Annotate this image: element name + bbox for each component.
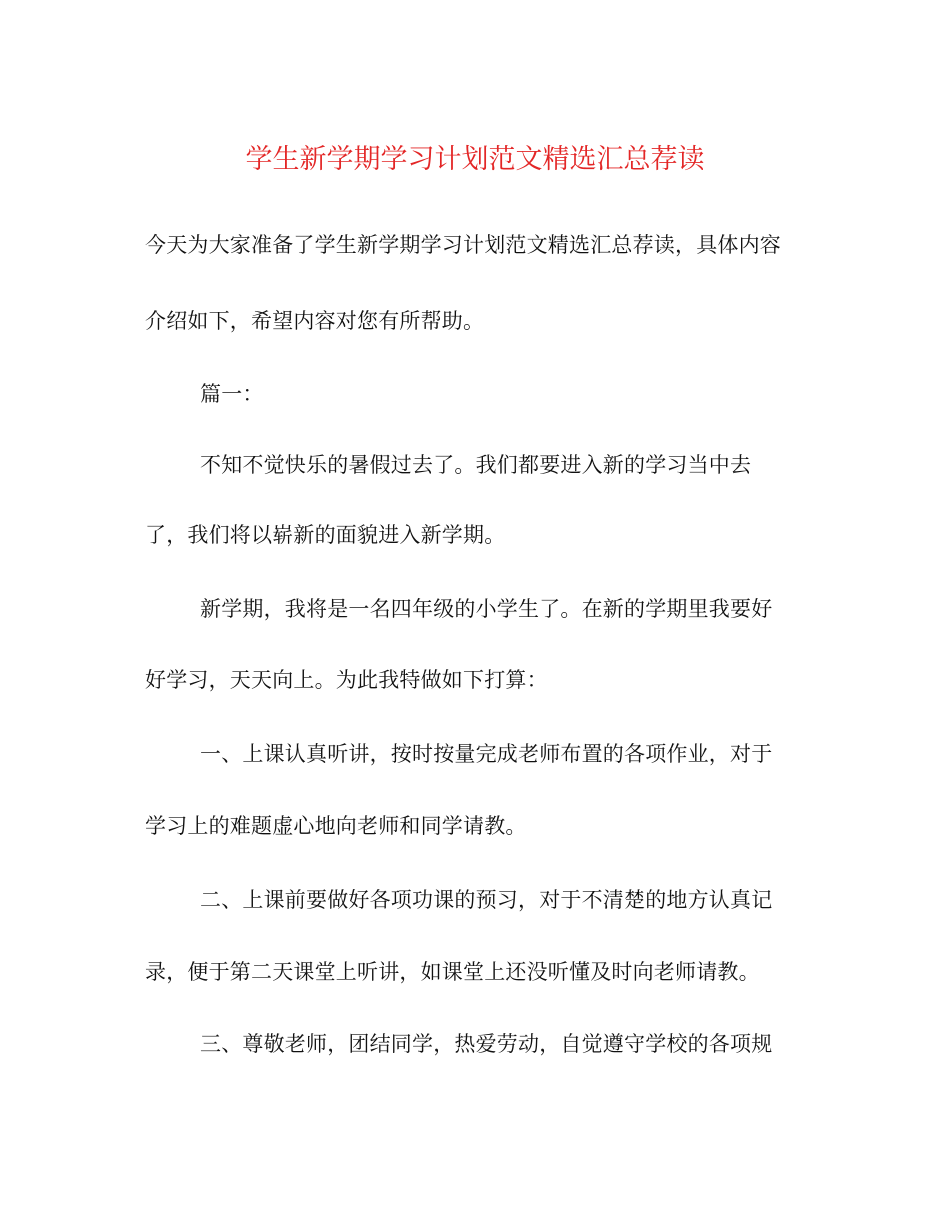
paragraph-line: 不知不觉快乐的暑假过去了。我们都要进入新的学习当中去 [200,453,752,477]
document-title: 学生新学期学习计划范文精选汇总荐读 [245,144,705,175]
paragraph-line: 一、上课认真听讲，按时按量完成老师布置的各项作业，对于 [200,742,773,766]
paragraph-line: 好学习，天天向上。为此我特做如下打算： [145,668,548,692]
paragraph-line: 了，我们将以崭新的面貌进入新学期。 [145,523,506,547]
paragraph-line: 学习上的难题虚心地向老师和同学请教。 [145,814,527,838]
paragraph-line: 新学期，我将是一名四年级的小学生了。在新的学期里我要好 [200,597,773,621]
paragraph-line: 录，便于第二天课堂上听讲，如课堂上还没听懂及时向老师请教。 [145,960,760,984]
paragraph-line: 介绍如下，希望内容对您有所帮助。 [145,309,485,333]
section-heading: 篇一： [200,382,264,406]
paragraph-line: 三、尊敬老师，团结同学，热爱劳动，自觉遵守学校的各项规 [200,1032,773,1056]
paragraph-line: 今天为大家准备了学生新学期学习计划范文精选汇总荐读，具体内容 [145,233,781,257]
paragraph-line: 二、上课前要做好各项功课的预习，对于不清楚的地方认真记 [200,888,773,912]
